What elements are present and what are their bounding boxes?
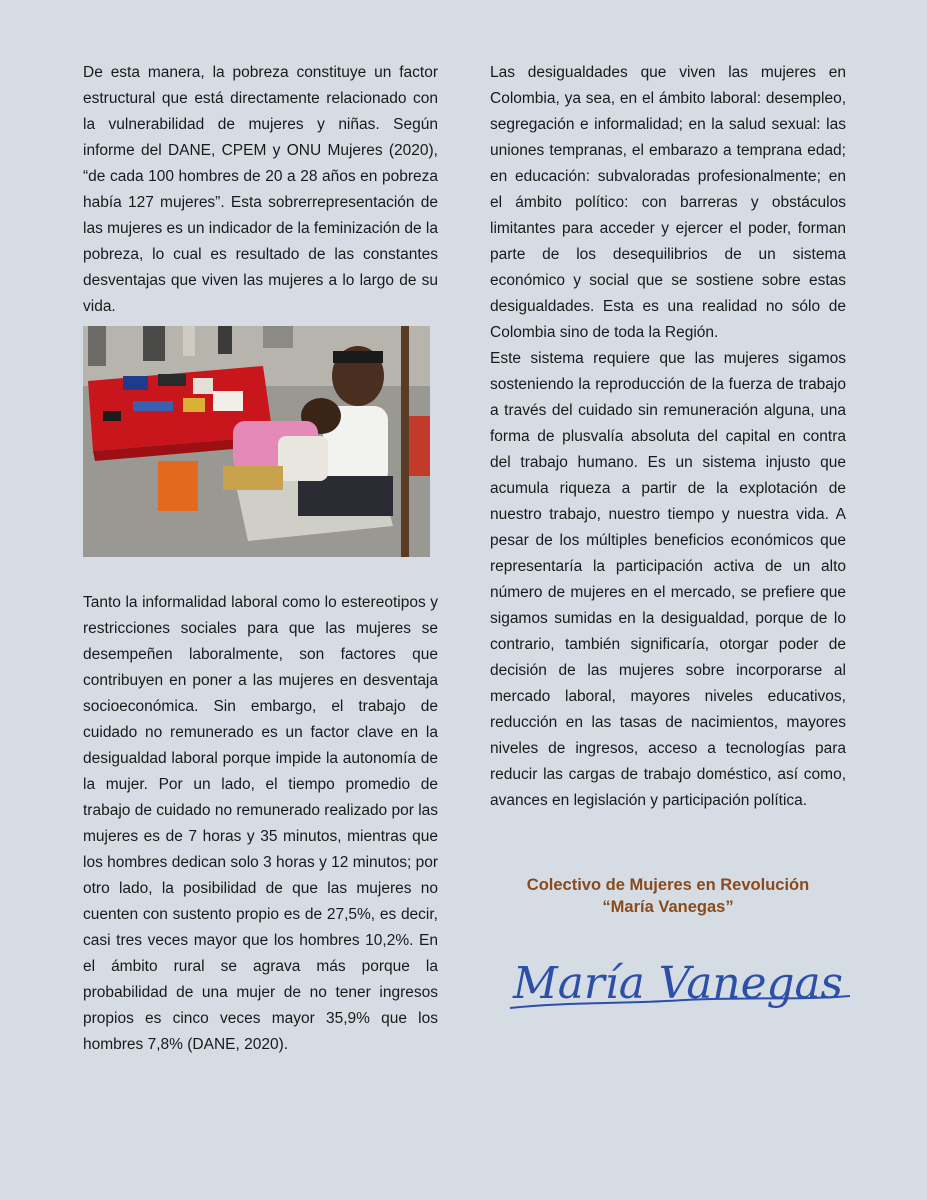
paragraph-informality: Tanto la informalidad laboral como lo estereotipos y restricciones sociales para que las mujeres se desempeñen laboralmente, son factores que contribuyen en poner a las mujeres en desventaja socioeconómica. Sin embargo, el trabajo de cuidado no remunerado es un factor clave en la desigualdad laboral porque impide la autonomía de la mujer. Por un lado, el tiempo promedio de trabajo de cuidado no remunerado realizado por las mujeres es de 7 horas y 35 minutos, mientras que los hombres dedican solo 3 horas y 12 minutos; por otro lado, la posibilidad de que las mujeres no cuenten con sustento propio es de 27,5%, es decir, casi tres veces mayor que los hombres 10,2%. En el ámbito rural se agrava más porque la probabilidad de una mujer de no tener ingresos propios es cinco veces mayor 35,9% que los hombres 7,8% (DANE, 2020). [83,594,439,1053]
collective-name: Colectivo de Mujeres en Revolución [526,876,810,894]
paragraph-inequalities: Las desigualdades que viven las mujeres en Colombia, ya sea, en el ámbito laboral: desempleo, segregación e informalidad; en la salud sexual: las uniones tempranas, el embarazo a temprana edad; en educación: subvaloradas profesionalmente; en el ámbito político: con barreras y obstáculos limitantes para acceder y ejercer el poder, forman parte de los desequilibrios de un sistema económico y social que se sostiene sobre estas desigualdades. Esta es una realidad no sólo de Colombia sino de toda la Región. [490,64,846,341]
photo-mother-child-street-vendor [83,326,430,557]
left-column-top [83,60,438,320]
right-column [490,60,846,814]
signature-text: María Vanegas [512,958,843,1009]
left-column-bottom [83,590,438,1058]
signature-heading [490,874,846,918]
handwritten-signature [505,950,855,1020]
paragraph-care-system: Este sistema requiere que las mujeres sigamos sosteniendo la reproducción de la fuerza de trabajo a través del cuidado sin remuneración alguna, una forma de plusvalía absoluta del capital en contra del trabajo humano. Es un sistema injusto que acumula riqueza a partir de la explotación de nuestro trabajo, nuestro tiempo y nuestra vida. A pesar de los múltiples beneficios económicos que representaría la participación activa de un alto número de mujeres en el mercado, se prefiere que sigamos sumidas en la desigualdad, porque de lo contrario, también significaría, otorgar poder de decisión de las mujeres sobre incorporarse al mercado laboral, mayores niveles educativos, reducción en las tasas de nacimientos, mayores niveles de ingresos, acceso a tecnologías para reducir las cargas de trabajo doméstico, así como, avances en legislación y participación política. [490,350,846,809]
collective-subtitle: “María Vanegas” [602,898,734,916]
paragraph-poverty: De esta manera, la pobreza constituye un factor estructural que está directamente relacionado con la vulnerabilidad de mujeres y niñas. Según informe del DANE, CPEM y ONU Mujeres (2020), “de cada 100 hombres de 20 a 28 años en pobreza había 127 mujeres”. Esta sobrerrepresentación de las mujeres es un indicador de la feminización de la pobreza, lo cual es resultado de las constantes desventajas que viven las mujeres a lo largo de su vida. [83,64,438,315]
